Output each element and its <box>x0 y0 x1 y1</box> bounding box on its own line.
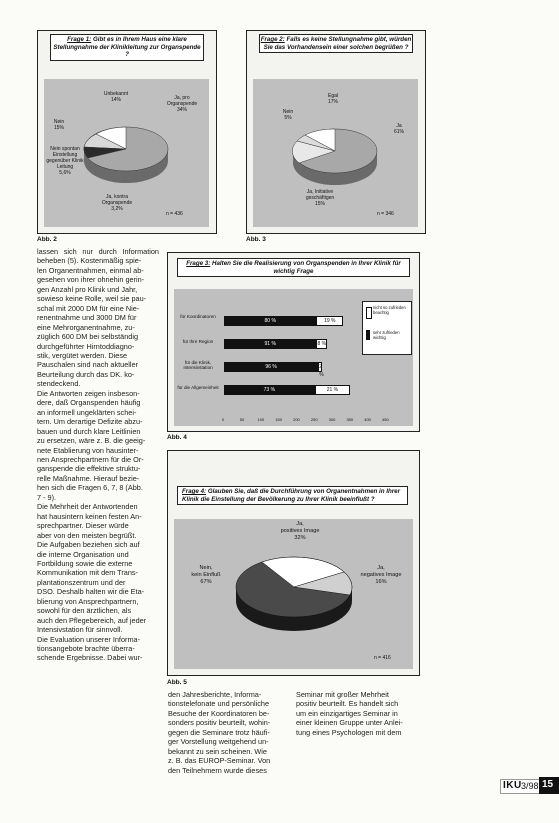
text-line: den Teilnehmern wurde dieses <box>168 765 267 775</box>
text-line: renentnahme und 3000 DM für <box>37 313 137 323</box>
figure2-question-box <box>259 34 413 53</box>
right-text-column <box>296 690 418 737</box>
text-line: Kommunikation mit dem Trans- <box>37 568 138 578</box>
figure4-question: Glauben Sie, daß die Durchführung von Organentnahmen in Ihrer Klinik die Einstellung der Bevölkerung zu Ihrer Klinik beeinflußt ? <box>182 488 400 503</box>
text-line: die interne Organisation und <box>37 549 129 559</box>
text-line: den Jahresberichte, Informa- <box>168 690 262 699</box>
tick-label: 350 <box>346 417 354 422</box>
bar-segment-white: 19 % <box>316 316 343 326</box>
figure1-label-spontan: Nein spontan Einstellung gegenüber Klinik Leitung 5,6% <box>46 146 84 176</box>
figure4-question-num: Frage 4: <box>182 488 207 495</box>
figure2-caption: Abb. 3 <box>246 236 266 243</box>
middle-text-column <box>168 690 291 775</box>
figure2-chart-area <box>253 79 418 227</box>
footer-issue: 3/98 <box>521 781 539 791</box>
figure2-label-ja: Ja 61% <box>393 123 404 135</box>
text-line: len Organentnahmen, einmal ab- <box>37 265 144 275</box>
text-line: ganspende die effektive struktu- <box>37 464 141 474</box>
figure4-label-negativ: Ja, negatives Image 16% <box>360 565 402 585</box>
figure2-question-num: Frage 2: <box>260 36 285 43</box>
figure3-category-label: für die Klinik, Intensivstation <box>183 360 213 370</box>
tick-label: 150 <box>275 417 283 422</box>
text-line: durchgeführter Hirntoddiagno- <box>37 341 135 351</box>
text-line: sowieso keine Rolle, weil sie pau- <box>37 294 147 304</box>
bar-segment-white: 2 % <box>319 364 324 378</box>
figure1-caption: Abb. 2 <box>37 236 57 243</box>
figure3-question-num: Frage 3: <box>186 260 211 267</box>
figure3-category-label: für die Allgemeinheit <box>177 385 219 390</box>
text-line: Fortbildung sowie die externe <box>37 558 133 568</box>
figure3-x-axis <box>222 417 389 423</box>
bar-segment-black: 96 % <box>224 362 318 372</box>
tick-label: 50 <box>239 417 245 422</box>
text-line: gegen die Seminare trotz häufi- <box>168 727 270 737</box>
figure2-label-ja-initiative: Ja, Initiative geschäftigen 15% <box>305 189 335 207</box>
figure3-category-label: für Ihre Region <box>182 339 214 344</box>
left-text-column <box>37 247 159 663</box>
figure1-n: n = 436 <box>166 211 183 217</box>
text-line: tionstelefonate und persönliche <box>168 699 270 709</box>
tick-label: 400 <box>364 417 371 422</box>
bar-segment-black: 73 % <box>224 385 315 395</box>
text-line: tung eines Psychologen mit dem <box>296 727 402 737</box>
text-line: an informell ungeklärten schei- <box>37 407 137 417</box>
text-line: Die Mehrheit der Antwortenden <box>37 502 138 512</box>
figure4-question-box <box>177 486 408 505</box>
figure1-question: Gibt es in Ihrem Haus eine klare Stellungnahme der Klinikleitung zur Organspende ? <box>53 36 201 59</box>
text-line: bauen und durch klare Leitlinien <box>37 426 141 436</box>
figure4-n: n = 416 <box>374 655 391 661</box>
figure2-label-nein: Nein 5% <box>282 109 294 121</box>
figure3-question-box <box>177 258 410 277</box>
figure4-caption: Abb. 5 <box>167 679 187 686</box>
figure3-legend-white-label: nicht so zufrieden beachtig <box>373 305 406 315</box>
figure1-panel <box>37 30 217 234</box>
text-line: Beurteilung durch das DK. ko- <box>37 369 135 379</box>
figure3-chart-area <box>174 289 413 426</box>
text-line: plantationszentrum und der <box>37 577 126 587</box>
text-line: Besuche der Koordinatoren be- <box>168 708 270 718</box>
text-line: um ein einzigartiges Seminar in <box>296 708 398 718</box>
text-line: Die Aufgaben beziehen sich auf <box>37 540 140 550</box>
figure2-question: Falls es keine Stellungnahme gibt, würden Sie das Vorhandensein einer solchen begrüßen ? <box>263 36 412 51</box>
figure2-panel <box>246 30 426 234</box>
text-line: lassen sich nur durch Information beheben (5). Kostenmäßig spie- <box>37 247 159 266</box>
text-line: sprechpartner. Dieser würde <box>37 521 129 531</box>
figure4-panel <box>167 450 420 676</box>
bar-segment-white: 8 % <box>317 341 327 347</box>
text-line: tern. Um derartige Defizite abzu- <box>37 417 143 427</box>
text-line: positiv beurteilt. Es handelt sich <box>296 699 399 709</box>
figure1-question-num: Frage 1: <box>67 36 92 43</box>
figure1-label-nein: Nein 15% <box>53 119 65 131</box>
text-line: stendeckend. <box>37 379 81 389</box>
text-line: Die Antworten zeigen insbeson- <box>37 388 140 398</box>
text-line: sonders positiv beurteilt, wohin- <box>168 718 271 728</box>
text-line: tionsangebote brachte überra- <box>37 644 135 654</box>
bar-segment-black: 91 % <box>224 339 316 349</box>
figure3-legend-black-label: sehr zufrieden wichtig <box>373 330 400 340</box>
figure3-caption: Abb. 4 <box>167 434 187 441</box>
text-line: schal mit 2000 DM für eine Nie- <box>37 303 140 313</box>
text-line: stik, vergütet werden. Diese <box>37 350 128 360</box>
text-line: Seminar mit großer Mehrheit <box>296 690 389 699</box>
figure1-question-box <box>50 34 204 61</box>
text-line: zu ersetzen, wäre z. B. die geeig- <box>37 436 146 446</box>
text-line: hen sich die Fragen 6, 7, 8 (Abb. <box>37 483 143 493</box>
figure4-label-positiv: Ja, positives Image 32% <box>280 521 320 541</box>
figure3-legend <box>362 301 412 355</box>
text-line: sowohl für den ärztlichen, als <box>37 606 132 616</box>
text-line: relle Maßnahme. Hierauf bezie- <box>37 473 140 483</box>
figure2-n: n = 346 <box>377 211 394 217</box>
figure2-label-egal: Egal 17% <box>327 93 338 105</box>
text-line: nen Ansprechpartnern für die Or- <box>37 454 144 464</box>
bar-segment-white: 21 % <box>315 385 351 395</box>
text-line: blierung von Ansprechpartnern, <box>37 596 139 606</box>
text-line: DSO. Deshalb halten wir die Eta- <box>37 587 145 597</box>
tick-label: 300 <box>328 417 336 422</box>
tick-label: 250 <box>310 417 318 422</box>
text-line: Intensivstation für sinnvoll. <box>37 625 123 635</box>
footer-page: 15 <box>542 779 554 790</box>
text-line: einer kleinen Gruppe unter Anlei- <box>296 718 403 728</box>
bar-segment-black: 80 % <box>224 316 316 326</box>
text-line: hat hausintern keinen festen An- <box>37 511 142 521</box>
figure1-label-unbekannt: Unbekannt 14% <box>103 91 129 103</box>
text-line: gen Anzahl pro Klinik und Jahr, <box>37 284 138 294</box>
figure1-label-ja-pro: Ja, pro Organspende 34% <box>166 95 198 113</box>
text-line: Die Evaluation unserer Informa- <box>37 634 141 644</box>
text-line: ger Vorstellung weitgehend un- <box>168 737 269 747</box>
tick-label: 200 <box>293 417 300 422</box>
text-line: aber von den meisten begrüßt. <box>37 530 137 540</box>
text-line: 7 - 9). <box>37 492 57 502</box>
text-line: eine Mehrorganentnahme, zu- <box>37 322 135 332</box>
tick-label: 450 <box>382 417 389 422</box>
figure1-label-kontra: Ja, kontra Organspende 3,2% <box>101 194 133 212</box>
figure1-chart-area <box>44 79 209 227</box>
footer-brand: IKU <box>503 780 522 791</box>
text-line: züglich 600 DM bei selbständig <box>37 332 138 342</box>
tick-label: 0 <box>222 417 225 422</box>
tick-label: 100 <box>257 417 265 422</box>
text-line: auch den Pflegebereich, auf jeder <box>37 615 147 625</box>
text-line: z. B. das EUROP-Seminar. Von <box>168 756 271 766</box>
text-line: nete Etablierung von hausinter- <box>37 445 139 455</box>
figure4-chart-area <box>174 519 413 669</box>
figure3-legend-black-swatch <box>366 330 370 340</box>
figure3-question: Halten Sie die Realisierung von Organspenden in Ihrer Klinik für wichtig Frage <box>212 260 401 275</box>
figure3-category-label: für Koordinatoren <box>180 314 216 319</box>
text-line: Pauschalen sind nach aktueller <box>37 360 139 370</box>
text-line: schende Ergebnisse. Dabei wur- <box>37 653 143 663</box>
figure3-legend-white-swatch <box>366 307 372 319</box>
figure4-label-kein: Nein, kein Einfluß 67% <box>191 565 221 585</box>
text-line: gesehen von ihrer ohnehin gerin- <box>37 275 145 285</box>
text-line: dere, daß Organspenden häufig <box>37 398 141 408</box>
figure3-panel <box>167 252 420 432</box>
text-line: bekannt zu sein scheinen. Wie <box>168 746 267 756</box>
